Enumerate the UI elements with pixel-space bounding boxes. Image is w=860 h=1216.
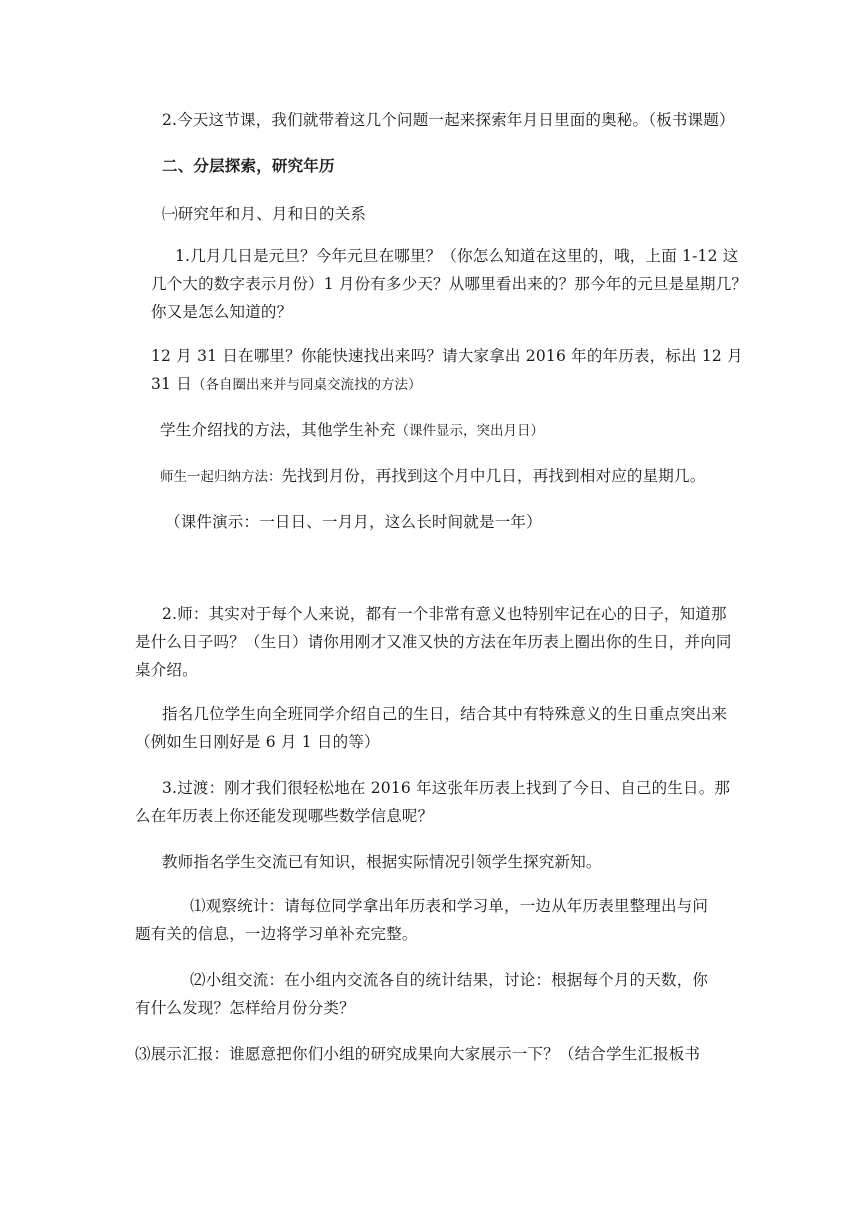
paragraph-dec-31-line-2: [151, 374, 421, 395]
paragraph-intro-lesson-topic: 2.今天这节课，我们就带着这几个问题一起来探索年月日里面的奥秘。（板书课题）: [162, 111, 735, 129]
paragraph-group-line-2: 有什么发现？怎样给月份分类？: [135, 999, 355, 1017]
section-heading-explore-calendar: 二、分层探索，研究年历: [162, 156, 335, 175]
paragraph-transition-line-1: 3.过渡：刚才我们很轻松地在 2016 年这张年历表上找到了今日、自己的生日。那: [162, 779, 731, 797]
paragraph-presentation: ⑶展示汇报：谁愿意把你们小组的研究成果向大家展示一下？（结合学生汇报板书: [135, 1045, 701, 1063]
paragraph-dec-31-line-1: 12 月 31 日在哪里？你能快速找出来吗？请大家拿出 2016 年的年历表，标出 12 月: [151, 347, 743, 365]
dec-31-text: 31 日: [151, 375, 192, 393]
paragraph-birthday-line-2: 是什么日子吗？（生日）请你用刚才又准又快的方法在年历表上圈出你的生日，并向同: [135, 633, 732, 651]
paragraph-summarize-method: [160, 466, 705, 487]
paragraph-observe-line-2: 题有关的信息，一边将学习单补充完整。: [135, 925, 418, 943]
summarize-method-text: 先找到月份，再找到这个月中几日，再找到相对应的星期几。: [281, 467, 706, 485]
summarize-method-label: 师生一起归纳方法：: [160, 469, 282, 485]
paragraph-observe-line-1: ⑴观察统计：请每位同学拿出年历表和学习单，一边从年历表里整理出与问: [190, 897, 709, 915]
paragraph-new-year-line-2: 几个大的数字表示月份）1 月份有多少天？从哪里看出来的？那今年的元旦是星期几？: [151, 275, 748, 293]
paragraph-transition-line-2: 么在年历表上你还能发现哪些数学信息呢？: [135, 807, 434, 825]
student-methods-note: （课件显示，突出月日）: [395, 423, 545, 439]
dec-31-note: （各自圈出来并与同桌交流找的方法）: [191, 377, 422, 393]
student-methods-text: 学生介绍找的方法，其他学生补充: [160, 421, 396, 439]
paragraph-birthday-line-1: 2.师：其实对于每个人来说，都有一个非常有意义也特别牢记在心的日子，知道那: [162, 605, 727, 623]
paragraph-introduce-birthday-line-1: 指名几位学生向全班同学介绍自己的生日，结合其中有特殊意义的生日重点突出来: [162, 705, 728, 723]
paragraph-new-year-line-3: 你又是怎么知道的？: [151, 303, 293, 321]
paragraph-birthday-line-3: 桌介绍。: [135, 661, 198, 679]
paragraph-new-year-line-1: 1.几月几日是元旦？今年元旦在哪里？（你怎么知道在这里的，哦，上面 1-12 这: [175, 247, 739, 265]
paragraph-introduce-birthday-line-2: （例如生日刚好是 6 月 1 日的等）: [135, 733, 380, 751]
paragraph-courseware-demo: （课件演示：一日日、一月月，这么长时间就是一年）: [165, 513, 542, 531]
paragraph-group-line-1: ⑵小组交流：在小组内交流各自的统计结果，讨论：根据每个月的天数，你: [190, 971, 709, 989]
subsection-heading-year-month-day: ㈠研究年和月、月和日的关系: [162, 205, 367, 223]
paragraph-teacher-guide: 教师指名学生交流已有知识，根据实际情况引领学生探究新知。: [162, 853, 602, 871]
paragraph-student-methods: [160, 420, 544, 441]
